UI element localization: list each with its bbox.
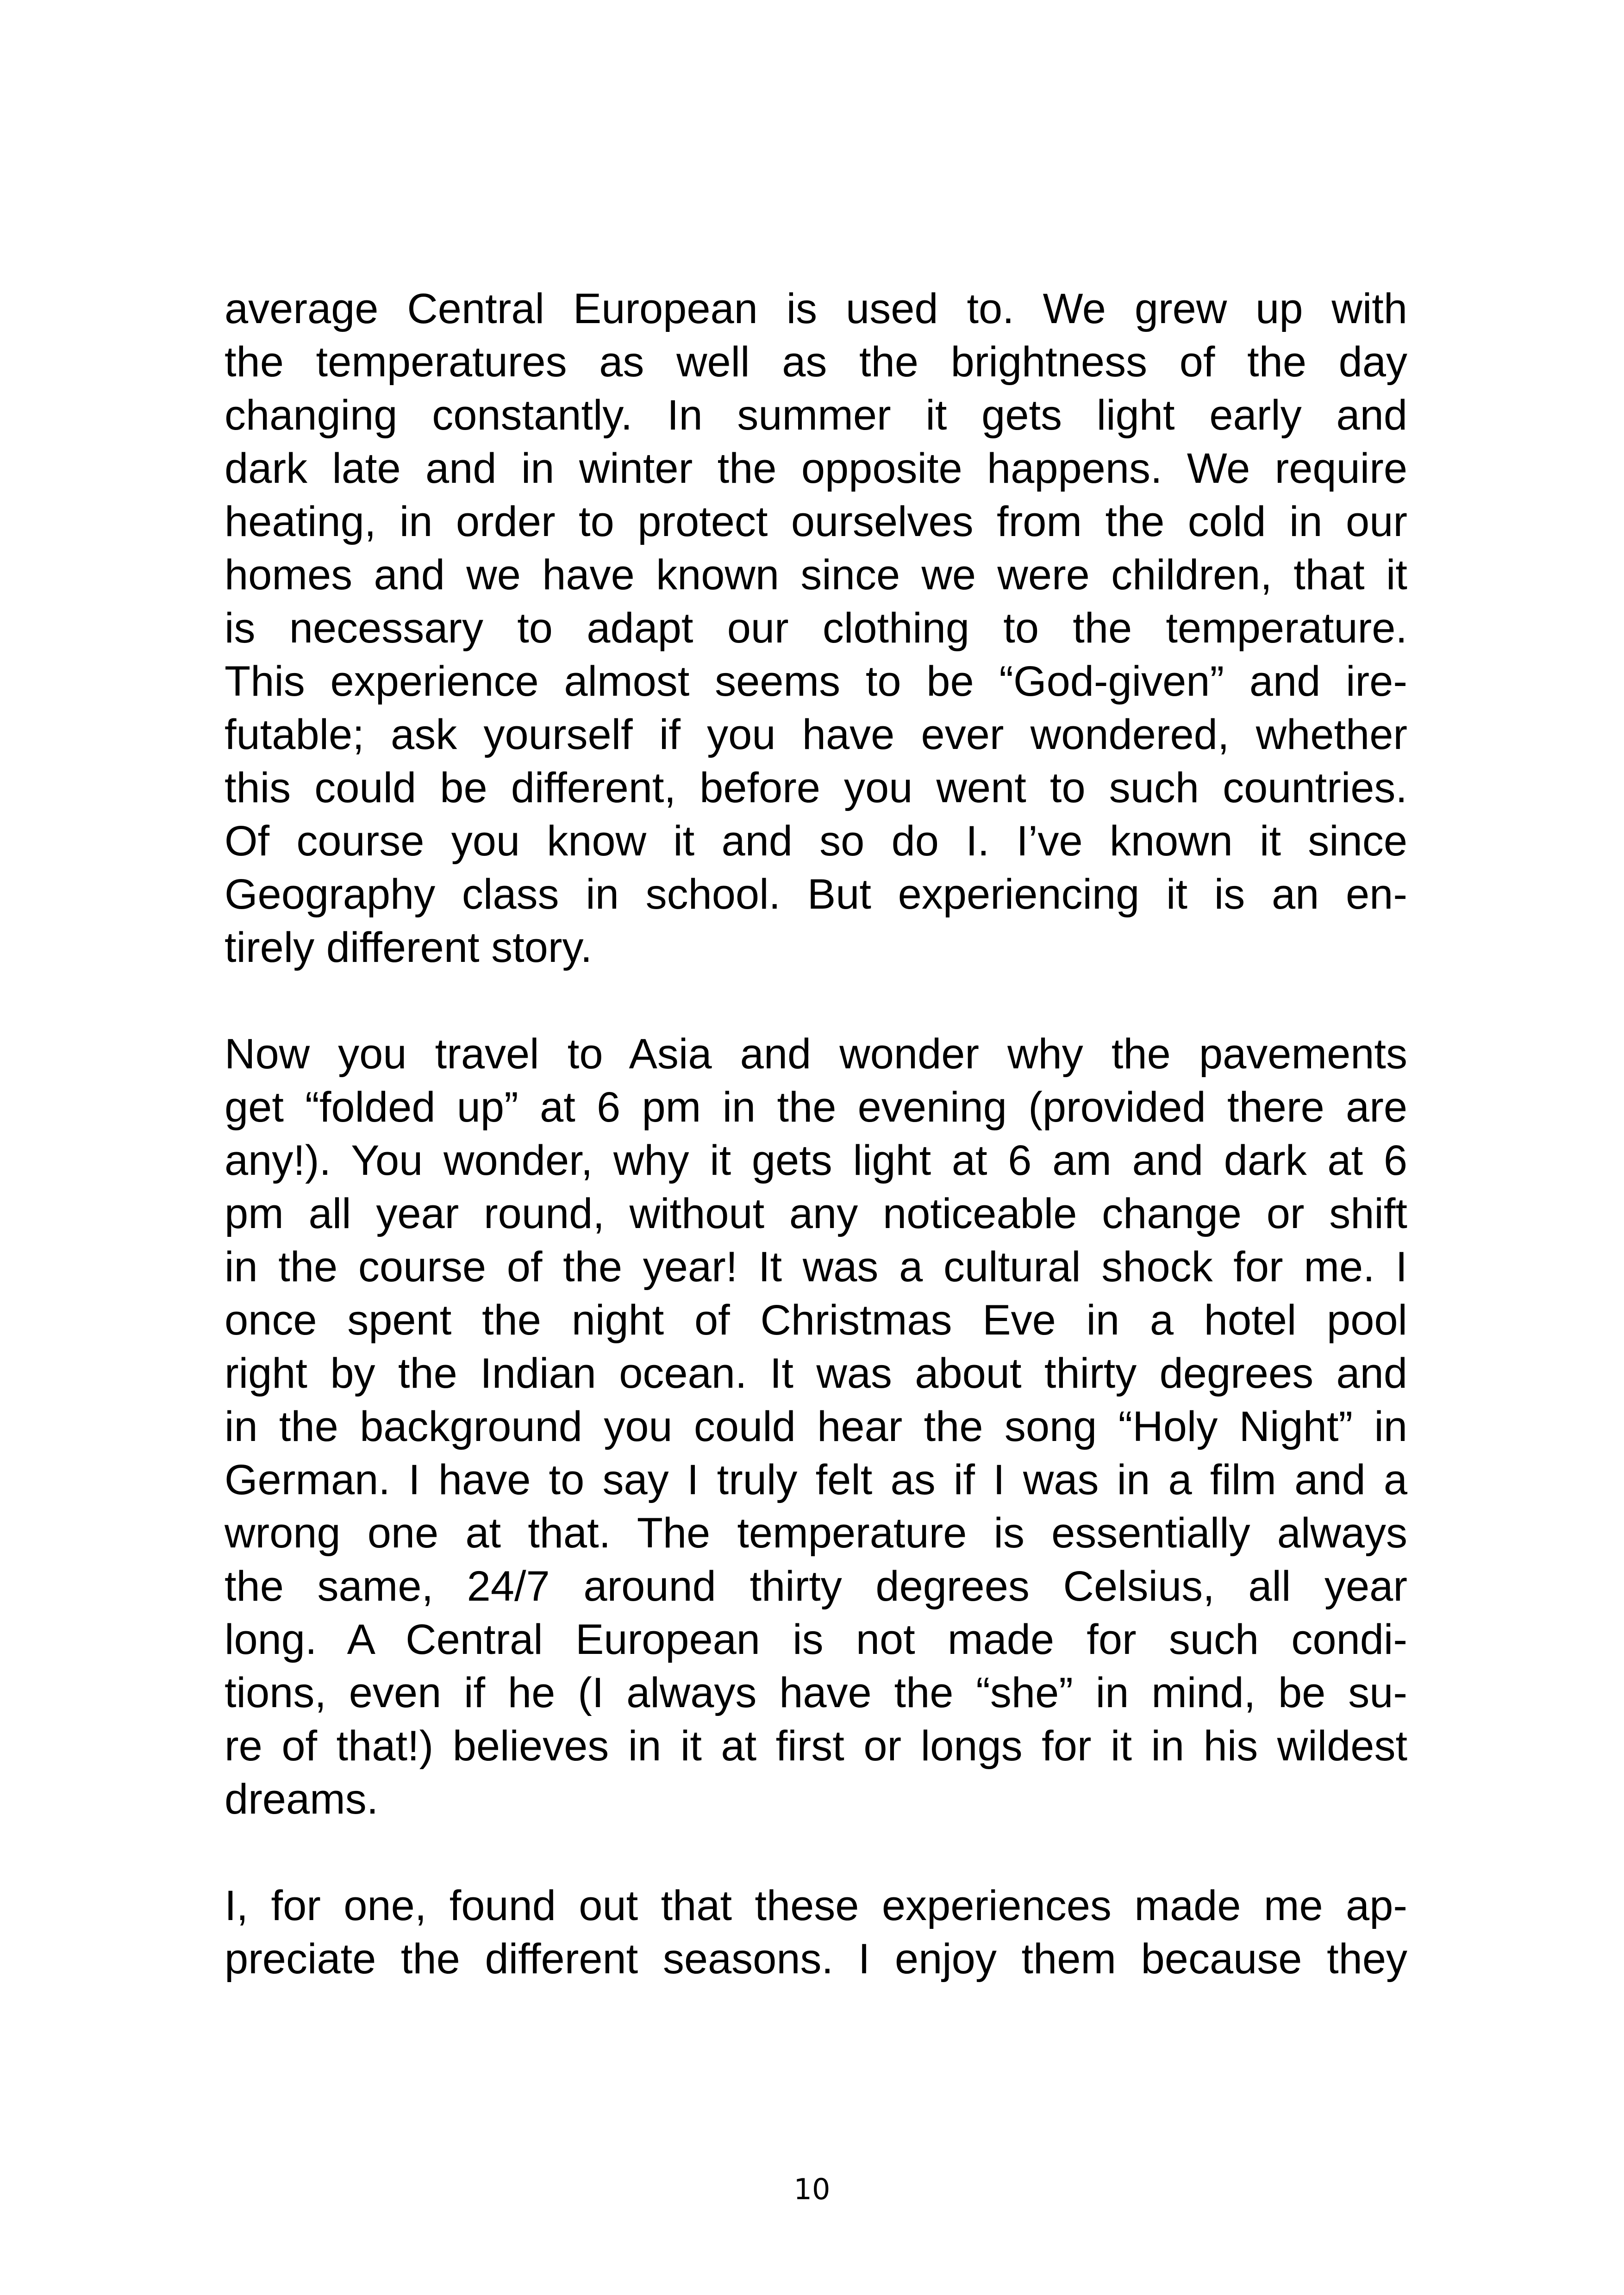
- text-line: Now you travel to Asia and wonder why the pavements: [225, 1030, 1407, 1078]
- text-line: get “folded up” at 6 pm in the evening (provided there are: [225, 1084, 1407, 1131]
- paragraph-2: [225, 1028, 1407, 1826]
- text-line: tirely different story.: [225, 924, 593, 971]
- text-line: dark late and in winter the opposite happens. We require: [225, 445, 1407, 492]
- text-line: is necessary to adapt our clothing to the temperature.: [225, 605, 1407, 652]
- text-line: once spent the night of Christmas Eve in a hotel pool: [225, 1297, 1407, 1344]
- text-line: the same, 24/7 around thirty degrees Celsius, all year: [225, 1563, 1407, 1610]
- text-line: average Central European is used to. We grew up with: [225, 285, 1407, 332]
- text-line: right by the Indian ocean. It was about thirty degrees and: [225, 1350, 1407, 1397]
- text-line: Geography class in school. But experiencing it is an en-: [225, 871, 1407, 918]
- text-line: German. I have to say I truly felt as if I was in a film and a: [225, 1456, 1407, 1503]
- text-line: tions, even if he (I always have the “she” in mind, be su-: [225, 1669, 1407, 1716]
- text-line: This experience almost seems to be “God-given” and ire-: [225, 658, 1407, 705]
- text-line: wrong one at that. The temperature is essentially always: [225, 1509, 1407, 1557]
- text-line: futable; ask yourself if you have ever wondered, whether: [225, 711, 1407, 758]
- text-line: I, for one, found out that these experiences made me ap-: [225, 1882, 1407, 1929]
- text-line: re of that!) believes in it at first or longs for it in his wildest: [225, 1722, 1407, 1770]
- text-line: in the course of the year! It was a cultural shock for me. I: [225, 1243, 1407, 1291]
- text-line: Of course you know it and so do I. I’ve known it since: [225, 817, 1407, 865]
- text-line: pm all year round, without any noticeable change or shift: [225, 1190, 1407, 1237]
- paragraph-3: [225, 1879, 1407, 1986]
- text-line: this could be different, before you went to such countries.: [225, 764, 1407, 811]
- text-line: in the background you could hear the song “Holy Night” in: [225, 1403, 1407, 1450]
- text-line: heating, in order to protect ourselves from the cold in our: [225, 498, 1407, 545]
- paragraph-1: [225, 282, 1407, 974]
- text-line: long. A Central European is not made for such condi-: [225, 1616, 1407, 1663]
- text-line: changing constantly. In summer it gets light early and: [225, 392, 1407, 439]
- text-line: preciate the different seasons. I enjoy them because they: [225, 1935, 1407, 1983]
- page-number: 10: [793, 2172, 831, 2206]
- text-line: any!). You wonder, why it gets light at 6 am and dark at 6: [225, 1137, 1407, 1184]
- text-line: dreams.: [225, 1776, 379, 1823]
- text-line: the temperatures as well as the brightness of the day: [225, 338, 1407, 386]
- text-line: homes and we have known since we were children, that it: [225, 551, 1407, 599]
